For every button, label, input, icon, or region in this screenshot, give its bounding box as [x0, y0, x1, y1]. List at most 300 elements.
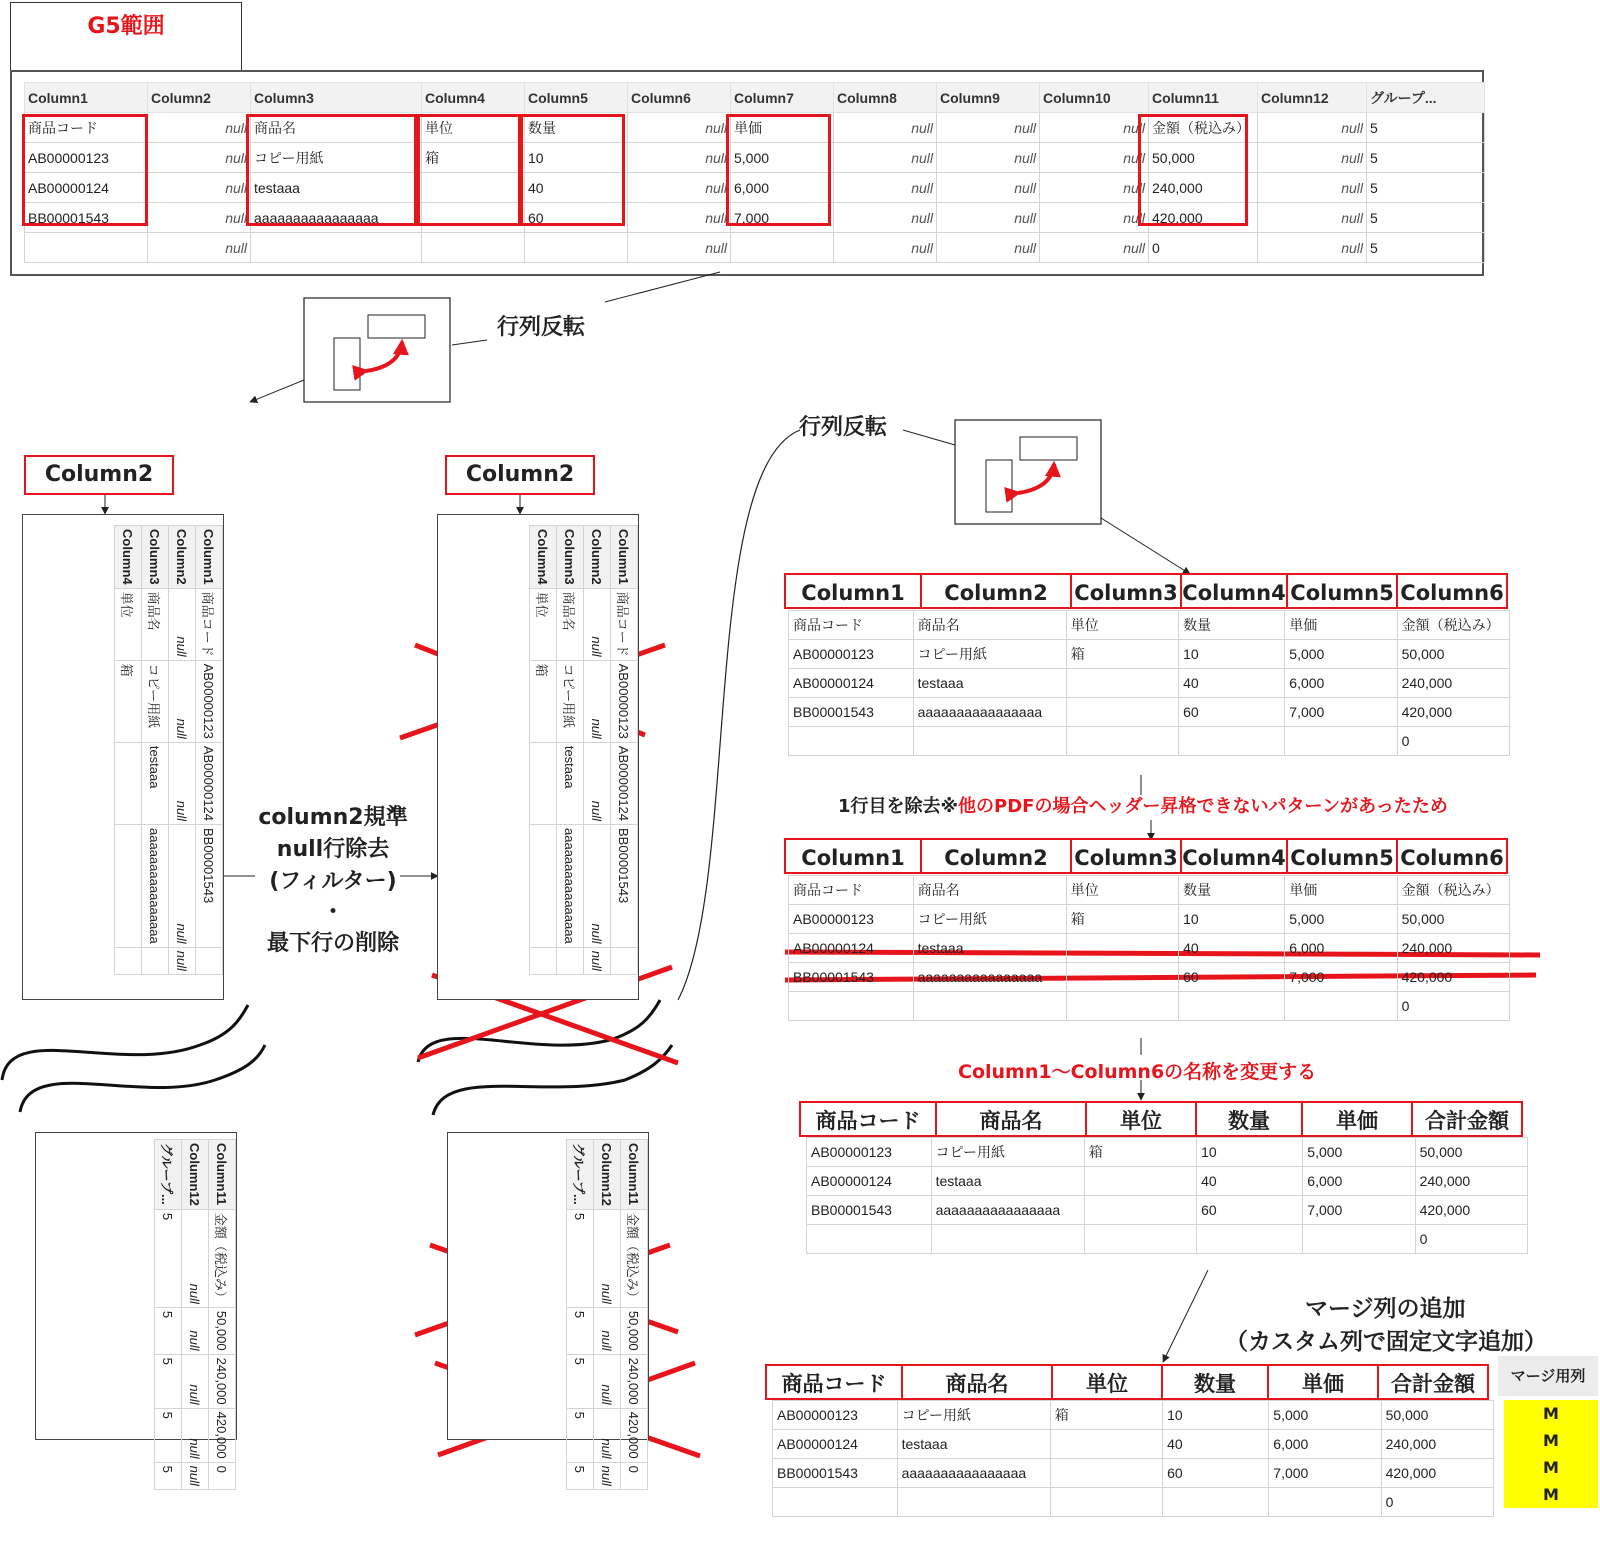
table-cell: 50,000 [1149, 143, 1258, 173]
rotated-table [529, 525, 638, 975]
table-cell: null [1258, 143, 1367, 173]
table-cell: 商品コード [25, 113, 148, 143]
table-cell: null [584, 660, 611, 742]
column-header: Column3 [142, 526, 169, 589]
table-cell: 箱 [115, 660, 142, 742]
table-cell: 商品名 [913, 876, 1066, 905]
table-cell: コピー用紙 [913, 640, 1066, 669]
table-cell [115, 742, 142, 824]
table-cell [611, 947, 638, 974]
table-cell: 商品コード [789, 611, 914, 640]
table-cell: 単価 [1285, 611, 1397, 640]
column-header: Column2 [169, 526, 196, 589]
table-cell: null [594, 1307, 621, 1354]
table-cell: 7,000 [1269, 1459, 1381, 1488]
table-cell [1066, 669, 1178, 698]
table-cell: aaaaaaaaaaaaaaaa [251, 203, 422, 233]
table-cell: BB00001543 [789, 698, 914, 727]
transpose-label-2: 行列反転 [799, 415, 888, 440]
table-cell: 0 [1397, 992, 1509, 1021]
column-header: Column2 [584, 526, 611, 589]
column-header: Column5 [1286, 838, 1398, 874]
table-cell: 240,000 [209, 1354, 236, 1408]
table-cell: コピー用紙 [557, 660, 584, 742]
table-row [209, 1140, 236, 1490]
table-cell: 5 [567, 1408, 594, 1462]
table-row [789, 698, 1510, 727]
table-cell: null [169, 825, 196, 948]
table-cell: 0 [1415, 1225, 1527, 1254]
table-cell: null [937, 113, 1040, 143]
table-row [611, 526, 638, 975]
table-a [788, 610, 1510, 756]
table-cell: 5 [567, 1354, 594, 1408]
table-cell: 10 [1179, 640, 1285, 669]
table-row [567, 1140, 594, 1490]
table-cell [931, 1225, 1084, 1254]
table-cell: 0 [1397, 727, 1509, 756]
table-cell: 数量 [1179, 611, 1285, 640]
table-cell: AB00000124 [196, 742, 223, 824]
column-header: Column6 [1396, 573, 1508, 609]
table-cell [1179, 727, 1285, 756]
table-cell: null [148, 113, 251, 143]
column-header: Column1 [784, 838, 922, 874]
column-header: Column3 [251, 83, 422, 113]
table-cell: null [1040, 143, 1149, 173]
column-header: 単位 [1085, 1101, 1197, 1137]
table-cell: null [594, 1462, 621, 1489]
filter-label-4: 最下行の削除 [266, 931, 399, 956]
table-b [788, 875, 1510, 1021]
table-cell: null [594, 1354, 621, 1408]
table-cell: 40 [525, 173, 628, 203]
table-cell: testaaa [913, 934, 1066, 963]
table-cell: AB00000123 [25, 143, 148, 173]
table-cell: 5,000 [1269, 1401, 1381, 1430]
merge-value: M [1543, 1458, 1559, 1477]
table-cell: 420,000 [1381, 1459, 1493, 1488]
filter-label-1: column2規準 [258, 805, 408, 830]
table-cell [196, 947, 223, 974]
column-header: グループ... [155, 1140, 182, 1210]
table-cell: 50,000 [1415, 1138, 1527, 1167]
table-cell: testaaa [931, 1167, 1084, 1196]
table-cell: 420,000 [621, 1408, 648, 1462]
table-cell: コピー用紙 [142, 660, 169, 742]
table-cell [1050, 1430, 1162, 1459]
table-cell [1066, 727, 1178, 756]
merge-value: M [1543, 1431, 1559, 1450]
table-cell: 6,000 [1285, 934, 1397, 963]
table-row [789, 992, 1510, 1021]
remove-row-reason: 他のPDFの場合ヘッダー昇格できないパターンがあったため [958, 796, 1448, 817]
table-cell: null [937, 143, 1040, 173]
table-cell: AB00000123 [807, 1138, 932, 1167]
column-header: Column1 [196, 526, 223, 589]
table-cell [142, 947, 169, 974]
table-cell: 10 [1197, 1138, 1303, 1167]
table-cell: 5,000 [1303, 1138, 1415, 1167]
page-title: G5範囲 [87, 14, 165, 39]
table-cell: null [1040, 203, 1149, 233]
table-cell: 単位 [530, 588, 557, 660]
table-row [773, 1401, 1494, 1430]
table-cell: aaaaaaaaaaaaaaaa [913, 698, 1066, 727]
table-cell: 10 [1179, 905, 1285, 934]
table-row [789, 640, 1510, 669]
merge-column-values [1504, 1400, 1598, 1508]
table-cell: 単位 [1066, 876, 1178, 905]
table-cell [1084, 1167, 1196, 1196]
table-cell: 40 [1163, 1430, 1269, 1459]
table-b-header [786, 838, 1508, 874]
table-cell: AB00000123 [789, 905, 914, 934]
merge-column-header: マージ用列 [1498, 1356, 1598, 1396]
table-cell: 50,000 [1381, 1401, 1493, 1430]
table-cell [530, 947, 557, 974]
column-header: グループ... [567, 1140, 594, 1210]
filter-label-3: (フィルター) [269, 869, 397, 894]
table-cell: 金額（税込み） [1397, 876, 1509, 905]
table-cell: 10 [525, 143, 628, 173]
table-cell: 箱 [1066, 905, 1178, 934]
column-header: Column7 [731, 83, 834, 113]
remove-row-note [838, 792, 1448, 818]
column-header: Column4 [1180, 573, 1288, 609]
table-cell: null [628, 173, 731, 203]
table-cell: null [594, 1408, 621, 1462]
table-cell: 5 [1367, 173, 1485, 203]
table-row [789, 727, 1510, 756]
table-cell: BB00001543 [807, 1196, 932, 1225]
table-cell: 単位 [115, 588, 142, 660]
table-cell: 40 [1197, 1167, 1303, 1196]
filter-dot: ・ [321, 900, 344, 925]
table-cell: AB00000124 [773, 1430, 898, 1459]
table-cell: null [1258, 233, 1367, 263]
merge-value: M [1543, 1404, 1559, 1423]
table-cell: 50,000 [621, 1307, 648, 1354]
table-cell: null [1040, 233, 1149, 263]
table-cell: aaaaaaaaaaaaaaaa [897, 1459, 1050, 1488]
table-cell: 商品コード [789, 876, 914, 905]
table-cell [1269, 1488, 1381, 1517]
table-cell: null [182, 1354, 209, 1408]
column-header: Column11 [621, 1140, 648, 1210]
column-header: Column3 [1070, 573, 1182, 609]
table-cell: 240,000 [1381, 1430, 1493, 1459]
table-cell: null [1258, 113, 1367, 143]
table-cell: null [148, 233, 251, 263]
table-cell: null [834, 233, 937, 263]
table-cell: 商品名 [142, 588, 169, 660]
table-cell: null [169, 660, 196, 742]
table-cell: 240,000 [621, 1354, 648, 1408]
table-cell: 7,000 [1285, 963, 1397, 992]
table-row [773, 1459, 1494, 1488]
table-cell: 420,000 [1397, 963, 1509, 992]
table-row [807, 1225, 1528, 1254]
table-cell: null [148, 173, 251, 203]
table-cell: 6,000 [1269, 1430, 1381, 1459]
column-header: Column4 [115, 526, 142, 589]
table-cell: 数量 [1179, 876, 1285, 905]
table-cell: 単位 [1066, 611, 1178, 640]
table-cell: 金額（税込み） [209, 1209, 236, 1307]
table-cell: null [182, 1307, 209, 1354]
table-a-header [786, 573, 1508, 609]
table-row [807, 1167, 1528, 1196]
table-cell: 420,000 [1397, 698, 1509, 727]
table-c [806, 1137, 1528, 1254]
table-cell: 10 [1163, 1401, 1269, 1430]
table-cell: AB00000123 [196, 660, 223, 742]
table-cell: testaaa [557, 742, 584, 824]
table-cell: AB00000124 [25, 173, 148, 203]
table-cell: AB00000124 [789, 669, 914, 698]
table-cell: コピー用紙 [931, 1138, 1084, 1167]
column-header: 商品名 [935, 1101, 1087, 1137]
column-header: 単位 [1051, 1364, 1163, 1400]
table-cell [530, 742, 557, 824]
table-cell: null [937, 203, 1040, 233]
table-cell: 単価 [731, 113, 834, 143]
table-cell: testaaa [897, 1430, 1050, 1459]
table-cell: null [169, 742, 196, 824]
merge-value: M [1543, 1485, 1559, 1504]
table-cell: 数量 [525, 113, 628, 143]
table-row [584, 526, 611, 975]
table-cell: null [584, 588, 611, 660]
table-cell [1050, 1488, 1162, 1517]
table-cell: 420,000 [209, 1408, 236, 1462]
table-cell: 40 [1179, 934, 1285, 963]
column-header: Column6 [628, 83, 731, 113]
column-header: Column12 [594, 1140, 621, 1210]
table-cell: 箱 [422, 143, 525, 173]
table-cell: 商品コード [196, 588, 223, 660]
table-cell: null [584, 742, 611, 824]
table-cell: null [834, 173, 937, 203]
table-cell: null [1040, 113, 1149, 143]
table-cell: 5 [1367, 113, 1485, 143]
table-cell: 5 [155, 1307, 182, 1354]
table-row [789, 934, 1510, 963]
table-cell: null [1258, 173, 1367, 203]
table-row [621, 1140, 648, 1490]
table-cell: 0 [621, 1462, 648, 1489]
table-cell: 5 [1367, 203, 1485, 233]
table-cell: BB00001543 [196, 825, 223, 948]
table-cell: コピー用紙 [251, 143, 422, 173]
table-row [557, 526, 584, 975]
table-cell: 6,000 [1285, 669, 1397, 698]
table-cell: 5 [1367, 143, 1485, 173]
table-cell: 5 [155, 1408, 182, 1462]
table-cell: aaaaaaaaaaaaaaaa [931, 1196, 1084, 1225]
table-row [789, 963, 1510, 992]
table-cell [1084, 1196, 1196, 1225]
column-header: 合計金額 [1411, 1101, 1523, 1137]
column-header: Column10 [1040, 83, 1149, 113]
table-cell: null [834, 113, 937, 143]
table-cell: コピー用紙 [913, 905, 1066, 934]
table-cell: 50,000 [209, 1307, 236, 1354]
table-cell: null [182, 1209, 209, 1307]
table-cell [530, 825, 557, 948]
column-header: Column1 [25, 83, 148, 113]
rotated-table [566, 1139, 648, 1490]
table-cell: AB00000124 [611, 742, 638, 824]
table-cell: aaaaaaaaaaaaaaaa [913, 963, 1066, 992]
rename-note: Column1～Column6の名称を変更する [958, 1061, 1317, 1083]
table-cell: 7,000 [1303, 1196, 1415, 1225]
table-cell: null [834, 143, 937, 173]
table-row [530, 526, 557, 975]
column-header: Column3 [1070, 838, 1182, 874]
column-header: Column12 [182, 1140, 209, 1210]
table-cell: BB00001543 [25, 203, 148, 233]
column-header: Column2 [920, 573, 1072, 609]
table-cell: testaaa [913, 669, 1066, 698]
column-header: Column9 [937, 83, 1040, 113]
remove-row-note-text: 1行目を除去※ [838, 796, 959, 817]
table-cell: null [628, 143, 731, 173]
column-header: Column11 [1149, 83, 1258, 113]
table-row [115, 526, 142, 975]
table-cell [1303, 1225, 1415, 1254]
column-header: Column1 [611, 526, 638, 589]
table-cell: null [148, 203, 251, 233]
table-cell: null [628, 233, 731, 263]
table-cell: 0 [1381, 1488, 1493, 1517]
table-cell: 5 [567, 1462, 594, 1489]
table-row [169, 526, 196, 975]
table-cell: 6,000 [731, 173, 834, 203]
column-header: Column5 [1286, 573, 1398, 609]
table-cell: null [628, 113, 731, 143]
table-cell: 金額（税込み） [1149, 113, 1258, 143]
column-header: 合計金額 [1377, 1364, 1489, 1400]
column-header: Column6 [1396, 838, 1508, 874]
table-cell: AB00000124 [789, 934, 914, 963]
table-cell: 50,000 [1397, 905, 1509, 934]
table-cell: 0 [209, 1462, 236, 1489]
table-cell: 単価 [1285, 876, 1397, 905]
merge-label-1: マージ列の追加 [1305, 1296, 1466, 1322]
column-header: 単価 [1267, 1364, 1379, 1400]
table-row [182, 1140, 209, 1490]
table-cell: 420,000 [1149, 203, 1258, 233]
rotated-table-bottom-left [35, 1132, 237, 1486]
table-cell: 5 [155, 1462, 182, 1489]
table-cell [115, 947, 142, 974]
filter-label-2: null行除去 [276, 837, 390, 862]
rotated-table [114, 525, 223, 975]
column-header: Column4 [422, 83, 525, 113]
table-cell: null [834, 203, 937, 233]
table-cell: 7,000 [731, 203, 834, 233]
column2-header-a: Column2 [24, 455, 174, 495]
table-cell: null [182, 1462, 209, 1489]
table-cell: aaaaaaaaaaaaaaaa [557, 825, 584, 948]
table-cell: BB00001543 [611, 825, 638, 948]
table-cell: 箱 [1050, 1401, 1162, 1430]
table-row [196, 526, 223, 975]
column-header: 数量 [1161, 1364, 1269, 1400]
column-header: 商品コード [799, 1101, 937, 1137]
table-cell: null [1258, 203, 1367, 233]
table-cell: 50,000 [1397, 640, 1509, 669]
table-cell: BB00001543 [789, 963, 914, 992]
column-header: Column2 [920, 838, 1072, 874]
table-cell: aaaaaaaaaaaaaaaa [142, 825, 169, 948]
table-cell [1285, 727, 1397, 756]
rotated-table-bottom-middle [447, 1132, 649, 1486]
table-cell: 60 [525, 203, 628, 233]
table-cell: 60 [1163, 1459, 1269, 1488]
rotated-table-top-middle [437, 514, 639, 1000]
table-cell: 0 [1149, 233, 1258, 263]
table-cell: 60 [1197, 1196, 1303, 1225]
table-cell: 商品名 [251, 113, 422, 143]
table-cell: 金額（税込み） [1397, 611, 1509, 640]
table-cell [1285, 992, 1397, 1021]
table-cell [789, 992, 914, 1021]
table-cell: 単位 [422, 113, 525, 143]
table-cell: 5,000 [1285, 640, 1397, 669]
table-cell [115, 825, 142, 948]
table-cell [1066, 963, 1178, 992]
table-cell [897, 1488, 1050, 1517]
table-cell: AB00000123 [611, 660, 638, 742]
column-header: Column1 [784, 573, 922, 609]
table-cell: null [148, 143, 251, 173]
column-header: Column3 [557, 526, 584, 589]
rotated-table-top-left [22, 514, 224, 1000]
table-cell [1050, 1459, 1162, 1488]
table-cell [1066, 992, 1178, 1021]
table-cell: null [628, 203, 731, 233]
table-cell: AB00000124 [807, 1167, 932, 1196]
table-cell: 金額（税込み） [621, 1209, 648, 1307]
table-cell: 240,000 [1149, 173, 1258, 203]
table-cell [1197, 1225, 1303, 1254]
table-cell: null [169, 588, 196, 660]
table-row [807, 1196, 1528, 1225]
table-row [789, 905, 1510, 934]
table-cell [1066, 698, 1178, 727]
table-cell: 240,000 [1415, 1167, 1527, 1196]
table-cell [773, 1488, 898, 1517]
column-header: Column5 [525, 83, 628, 113]
column-header: Column11 [209, 1140, 236, 1210]
table-row [807, 1138, 1528, 1167]
table-cell: 5,000 [1285, 905, 1397, 934]
column-header: Column8 [834, 83, 937, 113]
table-row [773, 1488, 1494, 1517]
table-cell: 商品コード [611, 588, 638, 660]
table-cell: 60 [1179, 963, 1285, 992]
table-cell: 箱 [1084, 1138, 1196, 1167]
table-cell: null [937, 233, 1040, 263]
table-cell: 5 [567, 1209, 594, 1307]
table-cell [1163, 1488, 1269, 1517]
table-cell [1084, 1225, 1196, 1254]
table-cell: testaaa [142, 742, 169, 824]
column-header: 単価 [1301, 1101, 1413, 1137]
